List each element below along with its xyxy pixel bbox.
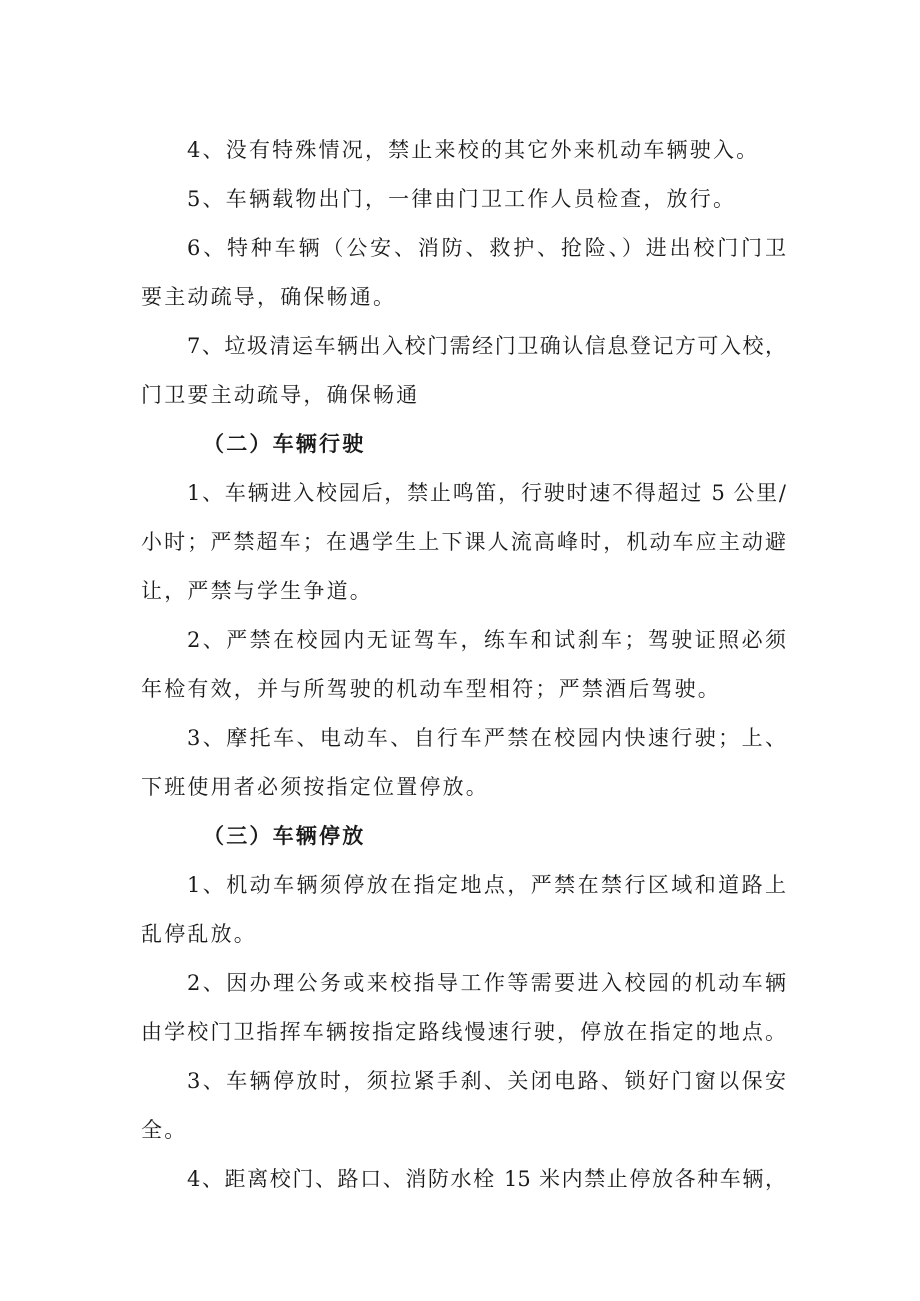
- paragraph-line: 下班使用者必须按指定位置停放。: [141, 775, 489, 799]
- paragraph-line: 1、机动车辆须停放在指定地点，严禁在禁行区域和道路上: [187, 873, 786, 897]
- paragraph-line: 3、摩托车、电动车、自行车严禁在校园内快速行驶；上、: [187, 726, 786, 750]
- paragraph-line: 让，严禁与学生争道。: [141, 579, 373, 603]
- paragraph-line: 乱停乱放。: [141, 922, 257, 946]
- paragraph-line: 小时；严禁超车；在遇学生上下课人流高峰时，机动车应主动避: [141, 530, 786, 554]
- paragraph-line: 全。: [141, 1118, 188, 1142]
- paragraph-line: 要主动疏导，确保畅通。: [141, 285, 397, 309]
- section-heading: （二）车辆行驶: [203, 432, 366, 456]
- paragraph-line: 7、垃圾清运车辆出入校门需经门卫确认信息登记方可入校，: [187, 334, 786, 358]
- paragraph-line: 2、严禁在校园内无证驾车，练车和试刹车；驾驶证照必须: [187, 628, 786, 652]
- paragraph-line: 1、车辆进入校园后，禁止鸣笛，行驶时速不得超过 5 公里/: [187, 481, 786, 505]
- paragraph-line: 5、车辆载物出门，一律由门卫工作人员检查，放行。: [187, 187, 737, 211]
- document-body: [141, 126, 786, 1204]
- paragraph-line: 3、车辆停放时，须拉紧手刹、关闭电路、锁好门窗以保安: [187, 1069, 786, 1093]
- paragraph-line: 4、距离校门、路口、消防水栓 15 米内禁止停放各种车辆，: [187, 1167, 786, 1191]
- paragraph-line: 4、没有特殊情况，禁止来校的其它外来机动车辆驶入。: [187, 138, 760, 162]
- paragraph-line: 6、特种车辆（公安、消防、救护、抢险、）进出校门门卫: [187, 236, 786, 260]
- paragraph-line: 门卫要主动疏导，确保畅通: [141, 383, 420, 407]
- paragraph-line: 2、因办理公务或来校指导工作等需要进入校园的机动车辆: [187, 971, 786, 995]
- paragraph-line: 由学校门卫指挥车辆按指定路线慢速行驶，停放在指定的地点。: [141, 1020, 786, 1044]
- paragraph-line: 年检有效，并与所驾驶的机动车型相符；严禁酒后驾驶。: [141, 677, 721, 701]
- section-heading: （三）车辆停放: [203, 824, 366, 848]
